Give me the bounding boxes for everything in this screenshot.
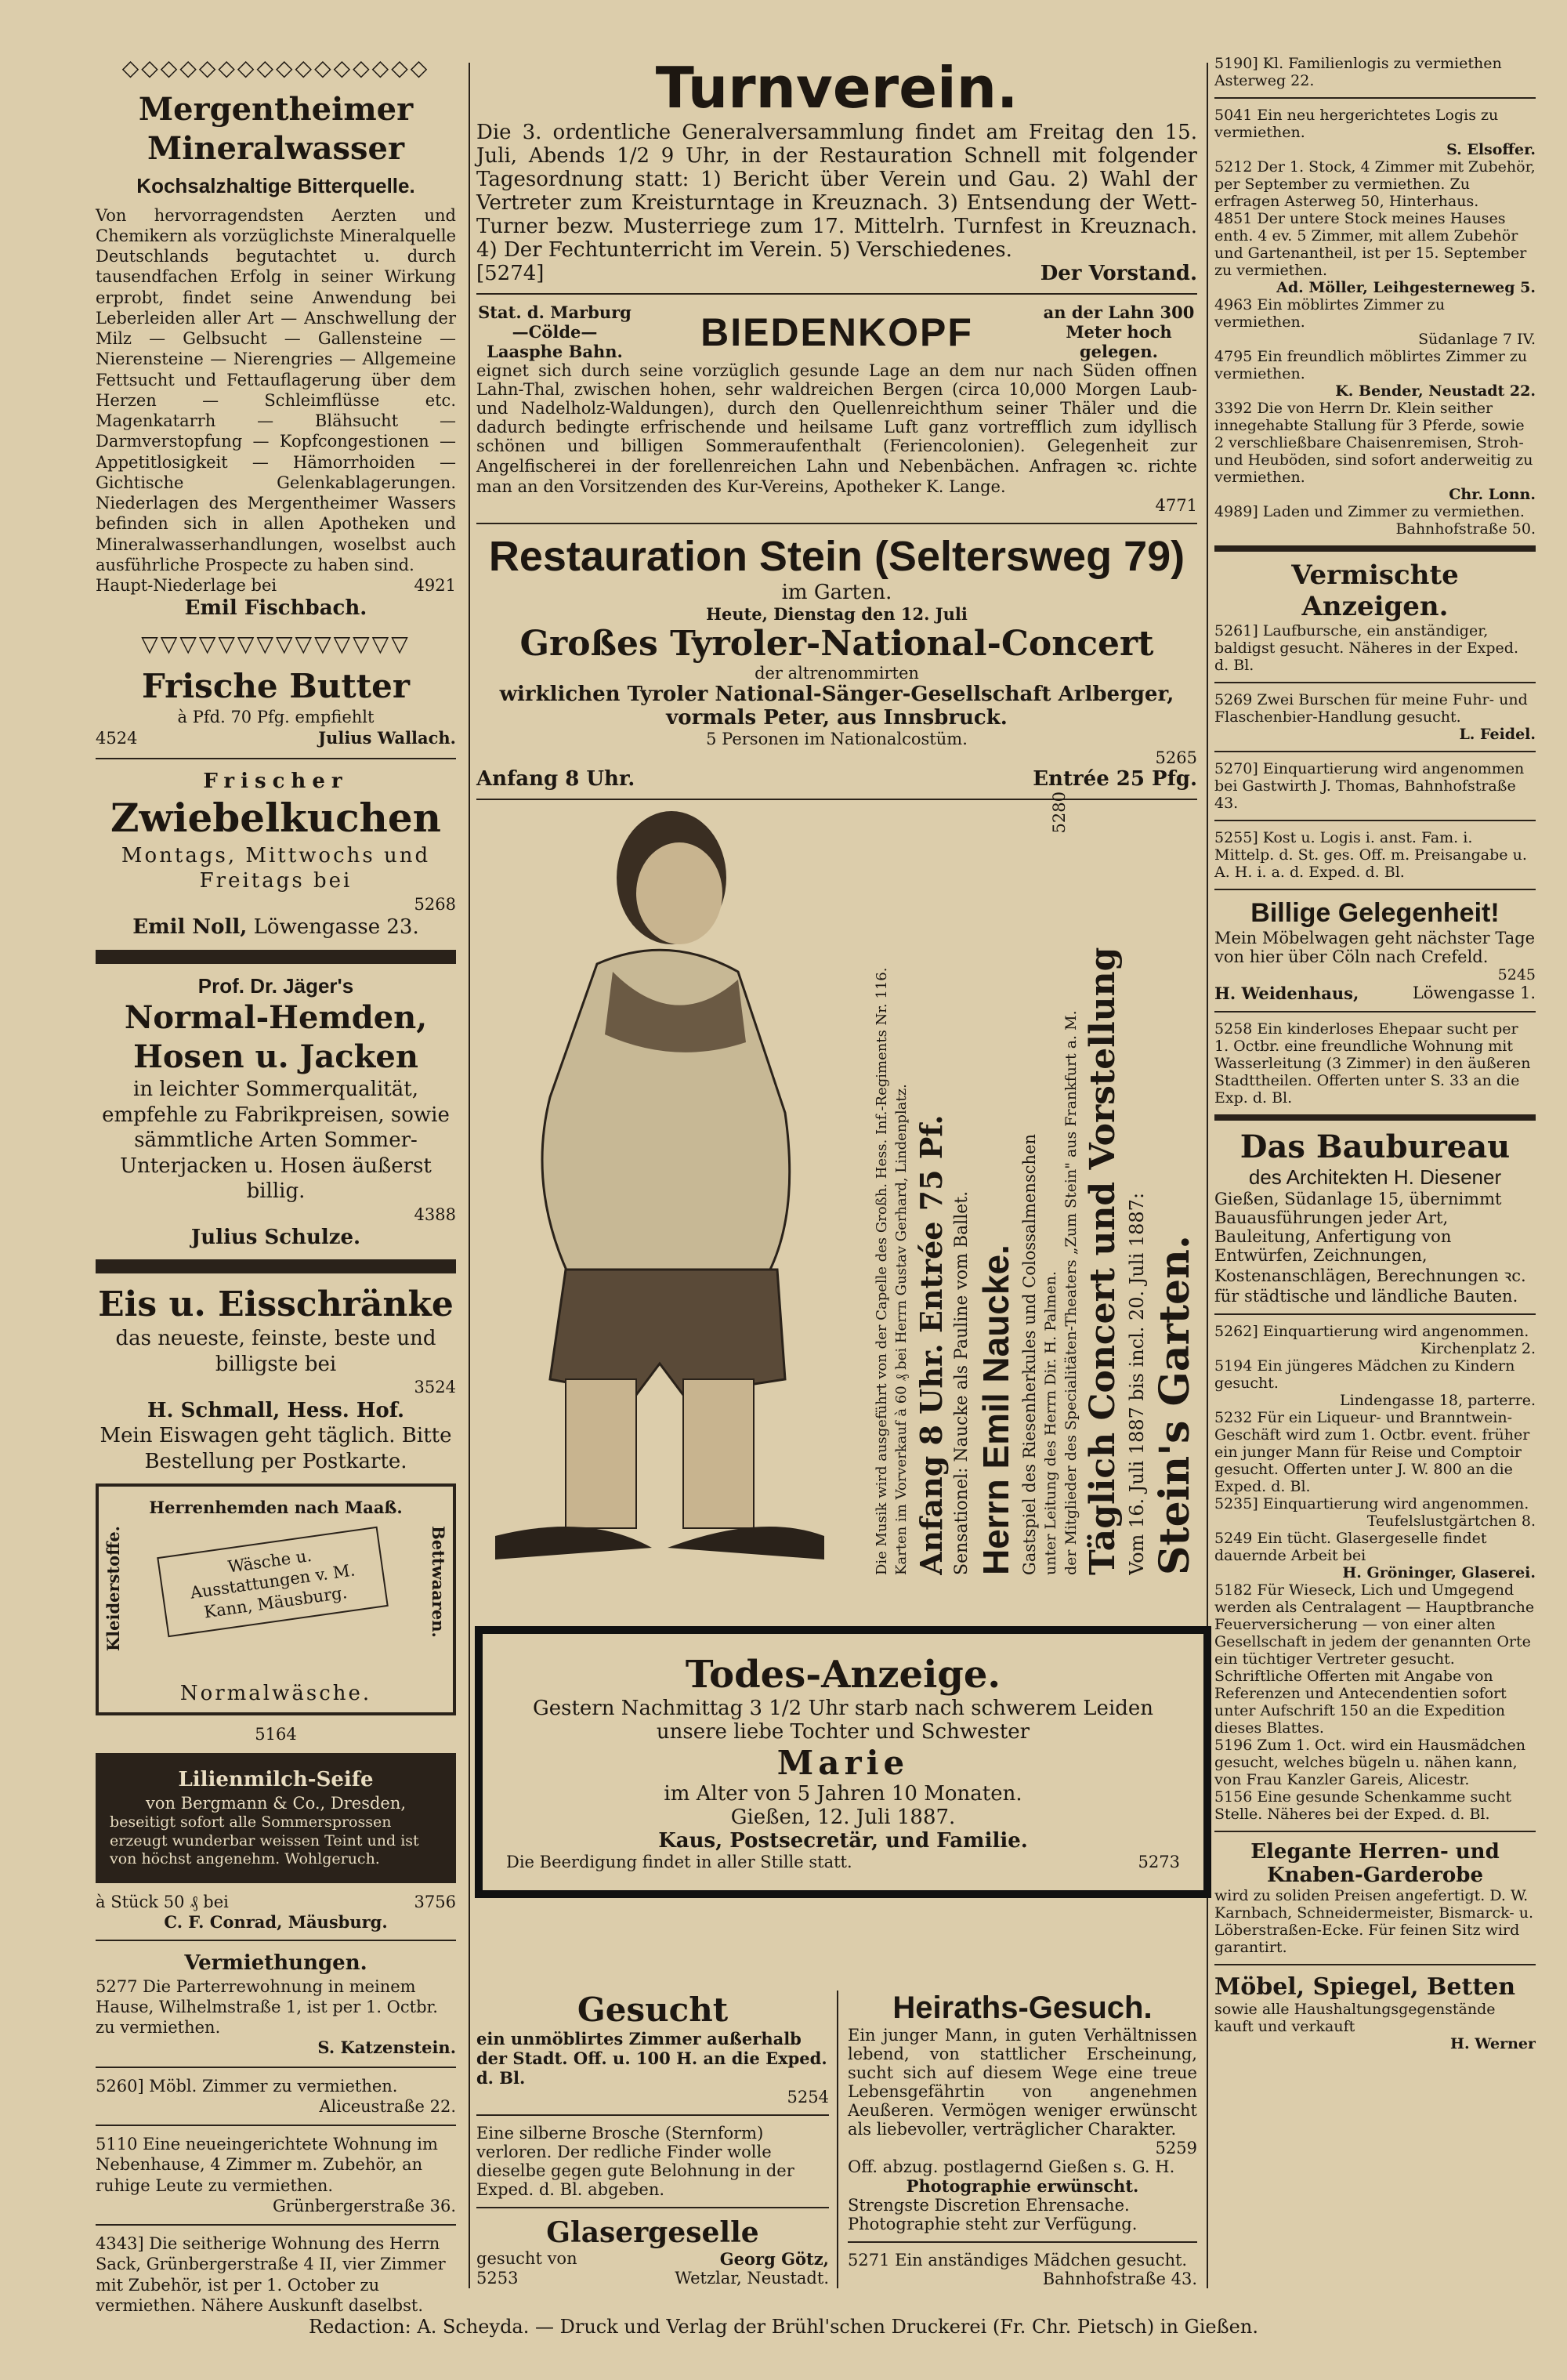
misc-ad-10: 5249 Ein tücht. Glasergeselle findet dauernde Arbeit bei bbox=[1214, 1530, 1487, 1564]
death-notice-name: Marie bbox=[776, 1744, 910, 1782]
zwiebel-number: 5268 bbox=[414, 894, 456, 914]
divider bbox=[96, 758, 456, 759]
right-ad-7: 3392 Die von Herrn Dr. Klein seither innegehabte Stallung für 3 Pferde, sowie 2 verschließbare Chaisenremisen, Stroh- und Heuböden, sind sofort anderweitig zu vermiethen. bbox=[1214, 400, 1533, 486]
glaser-sign: Georg Götz, bbox=[719, 2249, 829, 2269]
maedchen-address: Bahnhofstraße 43. bbox=[1042, 2270, 1197, 2288]
stein-title: Restauration Stein (Seltersweg 79) bbox=[488, 533, 1185, 580]
misc-ad-4: 5255] Kost u. Logis i. anst. Fam. i. Mittelp. d. St. ges. Off. m. Preisangabe u. A. H. i. a. d. Exped. d. Bl. bbox=[1214, 829, 1527, 881]
butter-line: à Pfd. 70 Pfg. empfiehlt bbox=[177, 708, 375, 727]
divider bbox=[1214, 1011, 1536, 1012]
butter-number: 4524 bbox=[96, 728, 138, 748]
moebel-sign: H. Werner bbox=[1450, 2035, 1536, 2052]
divider bbox=[1214, 1313, 1536, 1315]
jaeger-ad bbox=[96, 973, 456, 1251]
stein-garten-vertical-ad bbox=[838, 784, 1199, 1575]
divider bbox=[476, 293, 1197, 295]
right-ad-2-sign: S. Elsoffer. bbox=[1446, 141, 1536, 158]
glaser-body: gesucht von bbox=[476, 2249, 577, 2268]
garderobe-body: wird zu soliden Preisen angefertigt. D. W. Karnbach, Schneidermeister, Bismarck- u. Löberstraßen-Ecke. Für feinen Sitz wird garantirt. bbox=[1214, 1887, 1534, 1956]
moebel-title: Möbel, Spiegel, Betten bbox=[1214, 1973, 1516, 2001]
kann-footer: Normalwäsche. bbox=[179, 1681, 372, 1705]
brosche-ad: Eine silberne Brosche (Sternform) verloren. Der redliche Finder wolle dieselbe gegen gute Belohnung in der Exped. d. Bl. abgeben. bbox=[476, 2124, 794, 2199]
eis-body: das neueste, feinste, beste und billigste bei bbox=[115, 1327, 436, 1376]
seife-price-line bbox=[96, 1893, 456, 1912]
mineral-subtitle: Kochsalzhaltige Bitterquelle. bbox=[136, 174, 415, 197]
biedenkopf-station: Stat. d. Marburg—Cölde—Laasphe Bahn. bbox=[478, 302, 632, 361]
heirat-photo: Photographie erwünscht. bbox=[906, 2176, 1139, 2196]
turnverein-footer bbox=[476, 262, 1197, 285]
baubureau-subtitle: des Architekten H. Diesener bbox=[1248, 1165, 1502, 1189]
divider bbox=[1214, 682, 1536, 683]
divider bbox=[96, 2067, 456, 2068]
bottom-center-left bbox=[476, 1991, 829, 2288]
mineral-sign: Emil Fischbach. bbox=[184, 596, 367, 621]
divider-thick bbox=[1214, 545, 1536, 552]
kann-header: Herrenhemden nach Maaß. bbox=[149, 1498, 403, 1517]
seife-title: Lilienmilch-Seife bbox=[178, 1768, 374, 1791]
vermischte-title: Vermischte Anzeigen. bbox=[1291, 560, 1459, 622]
divider bbox=[848, 2241, 1197, 2243]
death-notice-footer bbox=[506, 1853, 1180, 1871]
glaser-footer bbox=[476, 2249, 829, 2269]
seife-sign: C. F. Conrad, Mäusburg. bbox=[164, 1912, 388, 1932]
heirat-discretion: Strengste Discretion Ehrensache. Photographie steht zur Verfügung. bbox=[848, 2196, 1138, 2233]
jaeger-body: in leichter Sommerqualität, empfehle zu Fabrikpreisen, sowie sämmtliche Arten Sommer-Unterjacken u. Hosen äußerst billig. bbox=[102, 1078, 450, 1203]
kann-number: 5164 bbox=[255, 1725, 297, 1744]
billig-sign: H. Weidenhaus, bbox=[1214, 984, 1359, 1003]
butter-ad bbox=[96, 666, 456, 748]
mineral-footer-label: Haupt-Niederlage bei bbox=[96, 576, 277, 595]
mineral-body: Von hervorragendsten Aerzten und Chemikern als vorzüglichste Mineralquelle Deutschlands begutachtet u. durch tausendfachen Erfolg in seiner Wirkung erprobt, findet seine Anwendung bei Leberleiden aller Art — Anschwellung der Milz — Gelbsucht — Gallensteine — Nierensteine — Nierengries — Allgemeine Fettsucht und Fettauflagerung über dem Herzen — Schleimflüsse etc. Magenkatarrh — Blähsucht — Darmverstopfung — Kopfcongestionen — Appetitlosigkeit — Hämorrhoiden — Gichtische Gelenkablagerungen. Niederlagen des Mergentheimer Wassers befinden sich in allen Apotheken und Mineralwasserhandlungen, woselbst auch ausführliche Prospecte zu haben sind. bbox=[96, 205, 456, 574]
stein-start: Anfang 8 Uhr. bbox=[476, 767, 635, 791]
biedenkopf-altitude: an der Lahn 300 Meter hoch gelegen. bbox=[1043, 302, 1195, 361]
seife-body: beseitigt sofort alle Sommersprossen erzeugt wunderbar weissen Teint und ist von höchst angenehm. Wohlgeruch. bbox=[110, 1813, 419, 1868]
eis-title: Eis u. Eisschränke bbox=[98, 1284, 454, 1325]
misc-ad-12: 5196 Zum 1. Oct. wird ein Hausmädchen gesucht, welches bügeln u. nähen kann, von Frau Kanzler Gareis, Alicestr. bbox=[1214, 1737, 1525, 1788]
stein-ad bbox=[476, 532, 1197, 791]
biedenkopf-body: eignet sich durch seine vorzüglich gesunde Lage an dem nur nach Süden offnen Lahn-Thal, zwischen hohen, sehr waldreichen Bergen (circa 10,000 Morgen Laub- und Nadelholz-Waldungen), durch den Quellenreichthum seiner Thäler und die dadurch bedingte erfrischende und heilsame Luft ganz vortrefflich zum idyllisch schönen und billigen Sommeraufenthalt (Feriencolonien). Gelegenheit zur Angelfischerei in der forellenreichen Lahn und Nebenbächen. Anfragen ꝛc. richte man an den Vorsitzenden des Kur-Vereins, Apotheker K. Lange. bbox=[476, 361, 1197, 496]
garderobe-title: Elegante Herren- und Knaben-Garderobe bbox=[1250, 1840, 1500, 1887]
vermietung-1-sign: S. Katzenstein. bbox=[317, 2038, 456, 2058]
divider bbox=[96, 2224, 456, 2226]
imprint-footer: Redaction: A. Scheyda. — Druck und Verlag der Brühl'schen Druckerei (Fr. Chr. Pietsch) in Gießen. bbox=[309, 2316, 1258, 2338]
turnverein-title: Turnverein. bbox=[655, 55, 1019, 121]
column-rule-left bbox=[469, 63, 470, 2288]
zwiebel-days: Montags, Mittwochs und Freitags bei bbox=[121, 843, 431, 893]
butter-title: Frische Butter bbox=[142, 666, 410, 705]
misc-ad-2: 5269 Zwei Burschen für meine Fuhr- und Flaschenbier-Handlung gesucht. bbox=[1214, 691, 1528, 726]
divider bbox=[1214, 820, 1536, 821]
divider bbox=[1214, 1831, 1536, 1832]
divider-bar bbox=[96, 1259, 456, 1273]
gesucht-number: 5254 bbox=[787, 2088, 829, 2106]
divider bbox=[96, 2125, 456, 2126]
vertical-line-9: Anfang 8 Uhr. Entrée 75 Pf. bbox=[914, 1114, 949, 1575]
vertical-line-11: Die Musik wird ausgeführt von der Capelle des Großh. Hess. Inf.-Regiments Nr. 116. bbox=[874, 967, 890, 1575]
right-ad-4-sign: Ad. Möller, Leihgesterneweg 5. bbox=[1276, 279, 1536, 296]
kann-card: Wäsche u. Ausstattungen v. M. Kann, Mäusburg. bbox=[157, 1527, 389, 1637]
biedenkopf-number: 4771 bbox=[1155, 496, 1197, 515]
misc-ad-8: 5232 Für ein Liqueur- und Branntwein-Geschäft wird zum 1. Octbr. event. früher ein junger Mann für Reise und Comptoir gesucht. Offerten unter J. W. 800 an die Exped. d. Bl. bbox=[1214, 1409, 1530, 1495]
right-ad-6-sign: K. Bender, Neustadt 22. bbox=[1335, 382, 1536, 400]
vertical-line-6: Gastspiel des Riesenherkules und Colossalmenschen bbox=[1020, 1133, 1039, 1575]
stein-date: Heute, Dienstag den 12. Juli bbox=[706, 604, 968, 624]
strongman-illustration bbox=[480, 784, 828, 1575]
right-ad-2: 5041 Ein neu hergerichtetes Logis zu vermiethen. bbox=[1214, 107, 1499, 141]
misc-ad-9: 5235] Einquartierung wird angenommen. bbox=[1214, 1495, 1529, 1512]
gesucht-body: ein unmöblirtes Zimmer außerhalb der Stadt. Off. u. 100 H. an die Exped. d. Bl. bbox=[476, 2029, 827, 2088]
seife-price: à Stück 50 ₰ bei bbox=[96, 1893, 229, 1911]
mineral-footer bbox=[96, 575, 456, 596]
eis-sign: H. Schmall, Hess. Hof. bbox=[147, 1398, 405, 1422]
glaser-address: Wetzlar, Neustadt. bbox=[675, 2269, 829, 2288]
right-column bbox=[1214, 55, 1536, 2304]
jaeger-sign: Julius Schulze. bbox=[190, 1225, 361, 1249]
mineral-title: Mergentheimer Mineralwasser bbox=[138, 91, 414, 167]
divider bbox=[1214, 1964, 1536, 1965]
column-rule-right bbox=[1207, 63, 1208, 2288]
bottom-center-right bbox=[848, 1991, 1197, 2288]
death-notice-number: 5273 bbox=[1138, 1853, 1180, 1871]
biedenkopf-ad bbox=[476, 302, 1197, 515]
vertical-line-8: Sensationel: Naucke als Pauline vom Ballet. bbox=[952, 1190, 972, 1575]
vertical-line-3: Täglich Concert und Vorstellung bbox=[1083, 947, 1123, 1575]
butter-footer bbox=[96, 728, 456, 748]
billig-footer bbox=[1214, 984, 1536, 1003]
right-ad-1: 5190] Kl. Familienlogis zu vermiethen Asterweg 22. bbox=[1214, 55, 1502, 89]
misc-ad-13: 5156 Eine gesunde Schenkamme sucht Stelle. Näheres bei der Exped. d. Bl. bbox=[1214, 1788, 1511, 1823]
stein-subtitle: im Garten. bbox=[781, 581, 892, 604]
right-ad-5: 4963 Ein möblirtes Zimmer zu vermiethen. bbox=[1214, 296, 1446, 331]
zwiebel-ad bbox=[96, 769, 456, 940]
vertical-lines bbox=[874, 784, 1199, 1575]
jaeger-pre: Prof. Dr. Jäger's bbox=[197, 973, 354, 998]
baubureau-title: Das Baubureau bbox=[1239, 1128, 1511, 1165]
divider bbox=[1214, 751, 1536, 752]
death-notice-sign: Kaus, Postsecretär, und Familie. bbox=[658, 1829, 1028, 1853]
maedchen-ad: 5271 Ein anständiges Mädchen gesucht. bbox=[848, 2251, 1188, 2270]
billig-body: Mein Möbelwagen geht nächster Tage von hier über Cöln nach Crefeld. bbox=[1214, 929, 1536, 966]
glaser-number: 5253 bbox=[476, 2269, 519, 2288]
eis-number: 3524 bbox=[414, 1378, 456, 1397]
vermietungen-title: Vermiethungen. bbox=[184, 1951, 367, 1975]
divider-thick bbox=[1214, 1114, 1536, 1121]
vermietung-2: 5260] Möbl. Zimmer zu vermiethen. bbox=[96, 2076, 398, 2096]
right-ad-7-sign: Chr. Lonn. bbox=[1449, 486, 1536, 503]
right-ad-4: 4851 Der untere Stock meines Hauses enth. 4 ev. 5 Zimmer, mit allem Zubehör und Gartenantheil, ist per 15. September zu vermiethen. bbox=[1214, 210, 1527, 279]
seife-ad bbox=[96, 1753, 456, 1883]
ornament-border: ◇◇◇◇◇◇◇◇◇◇◇◇◇◇◇◇ bbox=[121, 55, 430, 81]
turnverein-sign: Der Vorstand. bbox=[1040, 262, 1197, 285]
center-column bbox=[476, 55, 1197, 808]
vermietung-3-address: Grünbergerstraße 36. bbox=[273, 2196, 456, 2215]
heirat-offer: Off. abzug. postlagernd Gießen s. G. H. bbox=[848, 2157, 1175, 2176]
misc-ad-2-sign: L. Feidel. bbox=[1459, 726, 1536, 743]
vertical-line-4: der Mitglieder des Specialitäten-Theaters „Zum Stein" aus Frankfurt a. M. bbox=[1062, 1010, 1080, 1575]
turnverein-body: Die 3. ordentliche Generalversammlung findet am Freitag den 15. Juli, Abends 1/2 9 Uhr, in der Restauration Schnell mit folgender Tagesordnung statt: 1) Bericht über Verein und Gau. 2) Wahl der Vertreter zum Kreisturntage in Kreuznach. 3) Entsendung der Wett-Turner bezw. Musterriege zum 17. Mittelrh. Turnfest in Kreuznach. 4) Der Fechtunterricht im Verein. 5) Verschiedenes. bbox=[476, 121, 1197, 262]
kann-right-label: Bettwaaren. bbox=[429, 1526, 448, 1638]
right-ad-5-address: Südanlage 7 IV. bbox=[1418, 331, 1536, 348]
divider bbox=[476, 2114, 829, 2116]
misc-ad-9-address: Teufelslustgärtchen 8. bbox=[1366, 1512, 1536, 1530]
vermietung-2-address: Aliceustraße 22. bbox=[319, 2096, 456, 2116]
misc-ad-1: 5261] Laufbursche, ein anständiger, baldigst gesucht. Näheres in der Exped. d. Bl. bbox=[1214, 622, 1519, 674]
biedenkopf-title: BIEDENKOPF bbox=[700, 310, 973, 354]
glaser-title: Glasergeselle bbox=[546, 2216, 759, 2249]
zwiebel-pre: Frischer bbox=[203, 769, 349, 793]
stein-number: 5265 bbox=[1155, 748, 1197, 767]
zwiebel-sign-line bbox=[96, 915, 456, 940]
vermietung-4: 4343] Die seitherige Wohnung des Herrn Sack, Grünbergerstraße 4 II, vier Zimmer mit Zubehör, ist per 1. October zu vermiethen. Nähere Auskunft daselbst. bbox=[96, 2234, 446, 2315]
death-notice-burial: Die Beerdigung findet in aller Stille statt. bbox=[506, 1853, 852, 1871]
turnverein-number: [5274] bbox=[476, 262, 545, 285]
vermietungen-section bbox=[96, 1951, 456, 2316]
misc-ad-6-address: Kirchenplatz 2. bbox=[1420, 1340, 1536, 1357]
misc-ad-5: 5258 Ein kinderloses Ehepaar sucht per 1. Octbr. eine freundliche Wohnung mit Wasserleitung (3 Zimmer) in den äußeren Stadttheilen. Offerten unter S. 33 an die Exp. d. Bl. bbox=[1214, 1020, 1531, 1107]
misc-ad-7-address: Lindengasse 18, parterre. bbox=[1339, 1392, 1536, 1409]
misc-ad-6: 5262] Einquartierung wird angenommen. bbox=[1214, 1323, 1529, 1340]
death-notice-age: im Alter von 5 Jahren 10 Monaten. bbox=[664, 1782, 1022, 1806]
mineral-ad bbox=[96, 90, 456, 621]
seife-maker: von Bergmann & Co., Dresden, bbox=[145, 1793, 407, 1813]
eis-note: Mein Eiswagen geht täglich. Bitte Bestellung per Postkarte. bbox=[100, 1424, 452, 1473]
billig-number: 5245 bbox=[1497, 966, 1536, 984]
heirat-body: Ein junger Mann, in guten Verhältnissen lebend, von stattlicher Erscheinung, sucht sich auf diesem Wege eine treue Lebensgefährtin von angenehmen Aeußeren. Vermögen weniger erwünscht als liebevoller, verträglicher Charakter. bbox=[848, 2026, 1197, 2139]
stein-concert: Großes Tyroler-National-Concert bbox=[519, 624, 1154, 664]
butter-sign: Julius Wallach. bbox=[318, 727, 456, 748]
misc-ad-3: 5270] Einquartierung wird angenommen bei Gastwirth J. Thomas, Bahnhofstraße 43. bbox=[1214, 760, 1525, 812]
death-notice-place: Gießen, 12. Juli 1887. bbox=[730, 1806, 956, 1829]
billig-title: Billige Gelegenheit! bbox=[1250, 898, 1500, 928]
zwiebel-address: Löwengasse 23. bbox=[253, 915, 419, 939]
ornament-border: ▽▽▽▽▽▽▽▽▽▽▽▽▽▽ bbox=[141, 630, 411, 657]
vertical-number: 5280 bbox=[1050, 792, 1069, 834]
vertical-line-7: Herrn Emil Naucke. bbox=[975, 1244, 1016, 1575]
heirat-number: 5259 bbox=[1155, 2139, 1197, 2157]
death-notice-body: Gestern Nachmittag 3 1/2 Uhr starb nach schwerem Leiden unsere liebe Tochter und Schwester bbox=[532, 1697, 1154, 1744]
left-column bbox=[96, 55, 456, 2325]
stein-persons: 5 Personen im Nationalcostüm. bbox=[706, 730, 968, 748]
glaser-footer-2 bbox=[476, 2269, 829, 2288]
divider-bar bbox=[96, 950, 456, 964]
zwiebel-title: Zwiebelkuchen bbox=[110, 795, 442, 842]
jaeger-title: Normal-Hemden, Hosen u. Jacken bbox=[124, 999, 428, 1075]
eis-ad bbox=[96, 1283, 456, 1474]
stein-entree: Entrée 25 Pfg. bbox=[1033, 767, 1197, 791]
misc-ad-7: 5194 Ein jüngeres Mädchen zu Kindern gesucht. bbox=[1214, 1357, 1515, 1392]
mineral-number: 4921 bbox=[414, 576, 456, 595]
vertical-line-5: unter Leitung des Herrn Dir. H. Palmen. bbox=[1042, 1270, 1059, 1575]
misc-ad-11: 5182 Für Wieseck, Lich und Umgegend werden als Centralagent — Hauptbranche Feuerversicherung — von einer alten Gesellschaft in jedem der genannten Orte ein tüchtiger Vertreter gesucht. Schriftliche Offerten mit Angabe von Referenzen und Antecendentien sofort unter Aufschrift 150 an die Expedition dieses Blattes. bbox=[1214, 1581, 1535, 1737]
divider bbox=[476, 2207, 829, 2208]
kann-left-label: Kleiderstoffe. bbox=[103, 1526, 123, 1652]
billig-address: Löwengasse 1. bbox=[1412, 984, 1536, 1002]
moebel-body: sowie alle Haushaltungsgegenstände kauft und verkauft bbox=[1214, 2001, 1496, 2035]
divider bbox=[1214, 889, 1536, 890]
stein-group: wirklichen Tyroler National-Sänger-Gesellschaft Arlberger, vormals Peter, aus Innsbruck. bbox=[499, 683, 1174, 730]
death-notice-title: Todes-Anzeige. bbox=[685, 1653, 1001, 1697]
right-ad-8-address: Bahnhofstraße 50. bbox=[1395, 520, 1536, 538]
divider bbox=[1214, 97, 1536, 99]
right-ad-6: 4795 Ein freundlich möblirtes Zimmer zu vermiethen. bbox=[1214, 348, 1528, 382]
right-ad-8: 4989] Laden und Zimmer zu vermiethen. bbox=[1214, 503, 1525, 520]
death-notice bbox=[475, 1626, 1211, 1898]
vertical-line-10: Karten im Vorverkauf à 60 ₰ bei Herrn Gustav Gerhard, Lindenplatz. bbox=[893, 1084, 910, 1575]
stein-der: der altrenommirten bbox=[755, 664, 919, 683]
vertical-line-2: Vom 16. Juli 1887 bis incl. 20. Juli 1887: bbox=[1126, 1192, 1148, 1575]
bottom-divider bbox=[837, 1991, 838, 2288]
heirat-title: Heiraths-Gesuch. bbox=[892, 1991, 1153, 2025]
zwiebel-sign: Emil Noll, bbox=[132, 915, 248, 939]
biedenkopf-header bbox=[476, 302, 1197, 361]
kann-ad bbox=[96, 1483, 456, 1715]
divider bbox=[476, 523, 1197, 524]
vertical-line-1: Stein's Garten. bbox=[1151, 1234, 1199, 1575]
divider bbox=[96, 1940, 456, 1941]
jaeger-number: 4388 bbox=[414, 1204, 456, 1224]
vermietung-1: 5277 Die Parterrewohnung in meinem Hause, Wilhelmstraße 1, ist per 1. Octbr. zu vermiethen. bbox=[96, 1976, 438, 2037]
right-ad-3: 5212 Der 1. Stock, 4 Zimmer mit Zubehör, per September zu vermiethen. Zu erfragen Asterweg 50, Hinterhaus. bbox=[1214, 158, 1536, 210]
misc-ad-10-sign: H. Gröninger, Glaserei. bbox=[1342, 1564, 1536, 1581]
baubureau-body: Gießen, Südanlage 15, übernimmt Bauausführungen jeder Art, Bauleitung, Anfertigung von Entwürfen, Zeichnungen, Kostenanschlägen, Berechnungen ꝛc. für städtische und ländliche Bauten. bbox=[1214, 1190, 1526, 1306]
gesucht-title: Gesucht bbox=[577, 1991, 729, 2029]
vermietung-3: 5110 Eine neueingerichtete Wohnung im Nebenhause, 4 Zimmer m. Zubehör, an ruhige Leute zu vermiethen. bbox=[96, 2135, 438, 2195]
seife-number: 3756 bbox=[414, 1893, 456, 1911]
